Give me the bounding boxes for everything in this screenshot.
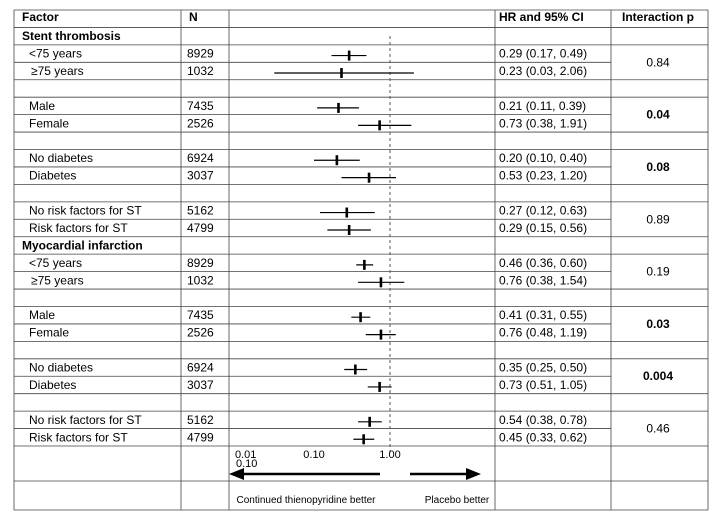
factor-label: ≥75 years: [31, 273, 84, 288]
x-tick-label: 1.00: [379, 449, 401, 461]
n-value: 5162: [187, 203, 214, 218]
factor-label: Risk factors for ST: [29, 220, 128, 235]
interaction-p: 0.08: [646, 159, 670, 174]
factor-label: No risk factors for ST: [29, 412, 142, 427]
factor-label: Risk factors for ST: [29, 430, 128, 445]
header-hr: HR and 95% CI: [499, 10, 584, 24]
interaction-p: 0.03: [646, 316, 670, 331]
section-title: Stent thrombosis: [22, 29, 121, 44]
hr-ci-text: 0.76 (0.38, 1.54): [499, 273, 588, 288]
hr-ci-text: 0.21 (0.11, 0.39): [499, 98, 587, 113]
hr-ci-text: 0.29 (0.17, 0.49): [499, 46, 588, 61]
factor-label: No diabetes: [29, 360, 94, 375]
n-value: 7435: [187, 308, 214, 323]
hr-ci-text: 0.35 (0.25, 0.50): [499, 360, 588, 375]
factor-label: Diabetes: [29, 377, 77, 392]
hr-ci-text: 0.54 (0.38, 0.78): [499, 412, 588, 427]
factor-label: Male: [29, 308, 56, 323]
direction-label-left: Continued thienopyridine better: [236, 495, 376, 506]
hr-ci-text: 0.73 (0.51, 1.05): [499, 377, 588, 392]
hr-ci-text: 0.46 (0.36, 0.60): [499, 255, 588, 270]
factor-label: Female: [29, 325, 70, 340]
n-value: 1032: [187, 64, 214, 79]
forest-plot-marks: [274, 36, 414, 456]
n-value: 8929: [187, 255, 214, 270]
interaction-p: 0.84: [646, 55, 670, 70]
interaction-p: 0.004: [642, 369, 674, 384]
n-value: 2526: [187, 325, 214, 340]
interaction-cells: [612, 45, 708, 445]
x-tick-label: 0.10: [303, 449, 325, 461]
factor-label: No risk factors for ST: [29, 203, 142, 218]
right-arrow-head: [466, 468, 481, 480]
header-n: N: [189, 10, 198, 24]
hr-ci-text: 0.53 (0.23, 1.20): [499, 168, 588, 183]
n-value: 6924: [187, 360, 214, 375]
n-value: 2526: [187, 116, 214, 131]
factor-label: <75 years: [29, 255, 83, 270]
interaction-p: 0.04: [646, 107, 670, 122]
header-interaction: Interaction p: [621, 10, 695, 24]
interaction-p: 0.46: [646, 421, 670, 436]
header-factor: Factor: [22, 10, 59, 24]
interaction-p: 0.19: [646, 264, 670, 279]
factor-label: Male: [29, 98, 56, 113]
x-axis: [229, 449, 481, 480]
factor-label: Female: [29, 116, 70, 131]
factor-label: <75 years: [29, 46, 83, 61]
interaction-p: 0.89: [646, 212, 670, 227]
x-tick-label-overlap: 0.10: [236, 458, 258, 470]
n-value: 7435: [187, 98, 214, 113]
direction-label-right: Placebo better: [424, 495, 490, 506]
n-value: 3037: [187, 168, 214, 183]
n-value: 3037: [187, 377, 214, 392]
n-value: 8929: [187, 46, 214, 61]
hr-ci-text: 0.76 (0.48, 1.19): [499, 325, 588, 340]
n-value: 5162: [187, 412, 214, 427]
hr-ci-text: 0.27 (0.12, 0.63): [499, 203, 588, 218]
hr-ci-text: 0.73 (0.38, 1.91): [499, 116, 588, 131]
factor-label: Diabetes: [29, 168, 77, 183]
hr-ci-text: 0.29 (0.15, 0.56): [499, 220, 588, 235]
factor-label: No diabetes: [29, 151, 94, 166]
hr-ci-text: 0.23 (0.03, 2.06): [499, 64, 588, 79]
hr-ci-text: 0.20 (0.10, 0.40): [499, 151, 588, 166]
factor-label: ≥75 years: [31, 64, 84, 79]
hr-ci-text: 0.41 (0.31, 0.55): [499, 308, 588, 323]
n-value: 6924: [187, 151, 214, 166]
x-tick-label: 0.01: [235, 449, 257, 461]
section-title: Myocardial infarction: [22, 238, 143, 253]
n-value: 4799: [187, 220, 214, 235]
hr-ci-text: 0.45 (0.33, 0.62): [499, 430, 588, 445]
n-value: 4799: [187, 430, 214, 445]
n-value: 1032: [187, 273, 214, 288]
